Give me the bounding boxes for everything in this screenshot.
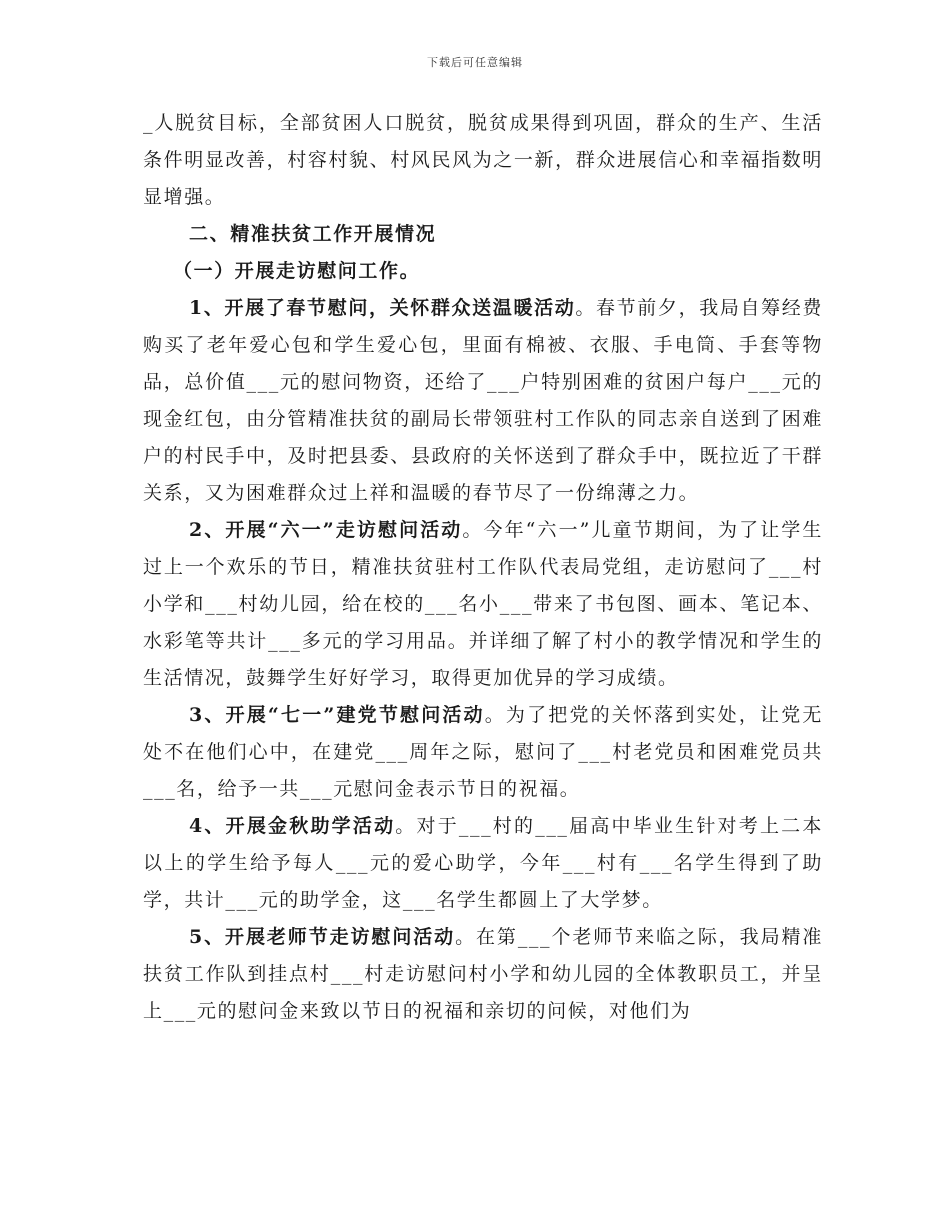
item-title-1: 1、开展了春节慰问，关怀群众送温暖活动	[189, 297, 576, 319]
item-body-1: 。春节前夕，我局自筹经费购买了老年爱心包和学生爱心包，里面有棉被、衣服、手电筒、手套等物品，总价值___元的慰问物资，还给了___户特别困难的贫困户每户___元的现金红包，由分管精准扶贫的副局长带领驻村工作队的同志亲自送到了困难户的村民手中，及时把县委、县政府的关怀送到了群众手中，既拉近了干群关系，又为困难群众过上祥和温暖的春节尽了一份绵薄之力。	[143, 297, 824, 504]
item-body-4: 。对于___村的___届高中毕业生针对考上二本以上的学生给予每人___元的爱心助学，今年___村有___名学生得到了助学，共计___元的助学金，这___名学生都圆上了大学梦。	[143, 815, 823, 911]
item-title-3: 3、开展“七一”建党节慰问活动	[189, 704, 485, 726]
subsection-heading: （一）开展走访慰问工作。	[173, 260, 421, 282]
item-paragraph-5	[143, 919, 823, 1030]
item-title-4: 4、开展金秋助学活动	[189, 815, 396, 837]
item-paragraph-3	[143, 697, 823, 808]
item-paragraph-2	[143, 512, 823, 697]
intro-paragraph: _人脱贫目标，全部贫困人口脱贫，脱贫成果得到巩固，群众的生产、生活条件明显改善，村容村貌、村风民风为之一新，群众进展信心和幸福指数明显增强。	[143, 112, 823, 208]
item-body-3: 。为了把党的关怀落到实处，让党无处不在他们心中，在建党___周年之际，慰问了___村老党员和困难党员共___名，给予一共___元慰问金表示节日的祝福。	[143, 704, 823, 800]
item-body-5: 。在第___个老师节来临之际，我局精准扶贫工作队到挂点村___村走访慰问村小学和幼儿园的全体教职员工，并呈上___元的慰问金来致以节日的祝福和亲切的问候，对他们为	[143, 926, 823, 1022]
item-title-5: 5、开展老师节走访慰问活动	[189, 926, 456, 948]
item-paragraph-4	[143, 808, 823, 919]
item-title-2: 2、开展“六一”走访慰问活动	[189, 519, 463, 541]
page-header-note: 下载后可任意编辑	[427, 56, 523, 69]
section-heading: 二、精准扶贫工作开展情况	[189, 223, 437, 245]
item-body-2: 。今年“六一”儿童节期间，为了让学生过上一个欢乐的节日，精准扶贫驻村工作队代表局党组，走访慰问了___村小学和___村幼儿园，给在校的___名小___带来了书包图、画本、笔记本、水彩笔等共计___多元的学习用品。并详细了解了村小的教学情况和学生的生活情况，鼓舞学生好好学习，取得更加优异的学习成绩。	[143, 519, 823, 689]
item-paragraph-1	[143, 290, 823, 512]
document-body	[143, 105, 823, 1030]
